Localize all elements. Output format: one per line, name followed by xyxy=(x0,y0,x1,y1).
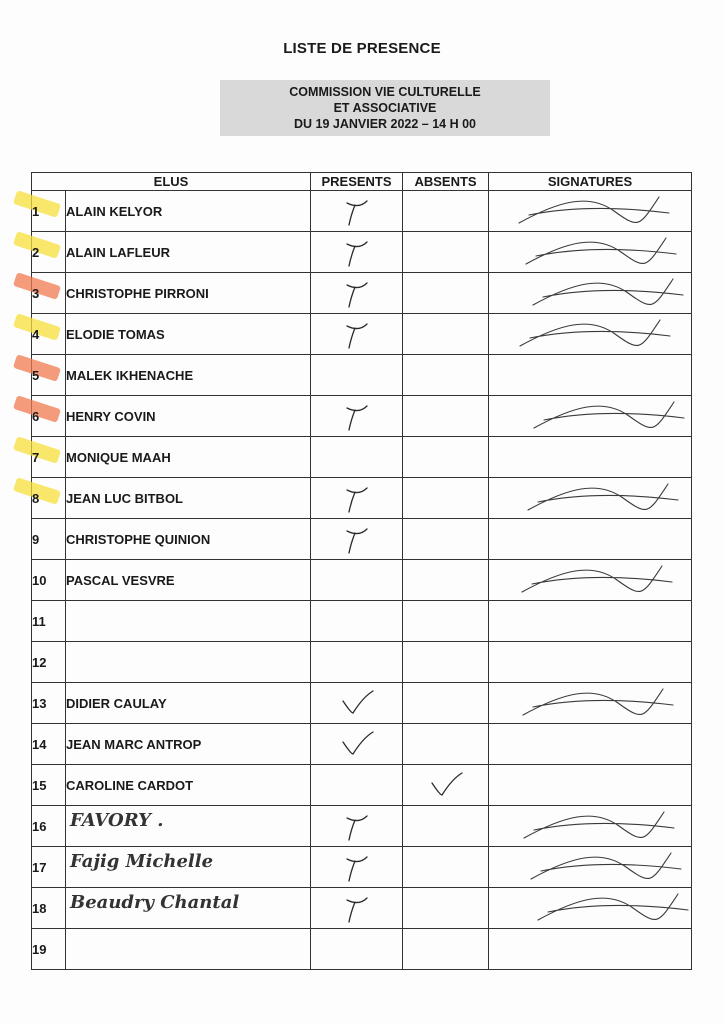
present-cell xyxy=(311,601,403,642)
column-header-absents: ABSENTS xyxy=(403,173,489,191)
table-row xyxy=(32,437,692,478)
signature-cell xyxy=(489,314,692,355)
absent-cell xyxy=(403,642,489,683)
row-number: 15 xyxy=(32,777,47,793)
signature-cell xyxy=(489,642,692,683)
absent-cell xyxy=(403,683,489,724)
row-number: 16 xyxy=(32,818,47,834)
row-number-cell xyxy=(32,355,66,396)
row-number: 12 xyxy=(32,654,47,670)
table-row xyxy=(32,847,692,888)
table-row xyxy=(32,724,692,765)
column-header-signatures: SIGNATURES xyxy=(489,173,692,191)
handwritten-name: FAVORY . xyxy=(70,810,164,831)
page-title: LISTE DE PRESENCE xyxy=(283,40,441,57)
row-number: 18 xyxy=(32,900,47,916)
row-number-cell xyxy=(32,478,66,519)
absent-cell xyxy=(403,888,489,929)
row-number-cell xyxy=(32,314,66,355)
signature-cell xyxy=(489,847,692,888)
present-cell xyxy=(311,232,403,273)
row-number: 14 xyxy=(32,736,47,752)
absent-cell xyxy=(403,437,489,478)
table-row xyxy=(32,683,692,724)
absent-cell xyxy=(403,273,489,314)
row-number-cell xyxy=(32,642,66,683)
elu-name: ELODIE TOMAS xyxy=(66,314,311,355)
absent-cell xyxy=(403,847,489,888)
table-row xyxy=(32,519,692,560)
elu-name xyxy=(66,806,311,847)
header-line-1: COMMISSION VIE CULTURELLE xyxy=(289,85,481,99)
row-number-cell xyxy=(32,560,66,601)
table-row xyxy=(32,888,692,929)
absent-cell xyxy=(403,355,489,396)
signature-cell xyxy=(489,888,692,929)
signature-cell xyxy=(489,724,692,765)
row-number-cell xyxy=(32,847,66,888)
table-row xyxy=(32,478,692,519)
handwritten-name: Fajig Michelle xyxy=(70,851,214,872)
row-number-cell xyxy=(32,765,66,806)
present-cell xyxy=(311,929,403,970)
table-row xyxy=(32,273,692,314)
row-number: 11 xyxy=(32,613,46,629)
row-number: 4 xyxy=(32,326,40,342)
row-number: 8 xyxy=(32,490,40,506)
row-number-cell xyxy=(32,191,66,232)
row-number: 1 xyxy=(32,203,40,219)
present-cell xyxy=(311,396,403,437)
table-row xyxy=(32,232,692,273)
present-cell xyxy=(311,478,403,519)
present-cell xyxy=(311,683,403,724)
elu-name: MONIQUE MAAH xyxy=(66,437,311,478)
present-cell xyxy=(311,355,403,396)
table-row xyxy=(32,355,692,396)
absent-cell xyxy=(403,314,489,355)
table-header-row xyxy=(32,173,692,191)
attendance-table xyxy=(31,172,692,970)
row-number-cell xyxy=(32,232,66,273)
row-number: 17 xyxy=(32,859,47,875)
elu-name: PASCAL VESVRE xyxy=(66,560,311,601)
absent-cell xyxy=(403,191,489,232)
meeting-header xyxy=(220,80,550,136)
row-number-cell xyxy=(32,683,66,724)
row-number-cell xyxy=(32,601,66,642)
row-number-cell xyxy=(32,437,66,478)
handwritten-name: Beaudry Chantal xyxy=(70,892,240,913)
row-number: 5 xyxy=(32,367,40,383)
absent-cell xyxy=(403,560,489,601)
signature-cell xyxy=(489,560,692,601)
signature-cell xyxy=(489,929,692,970)
elu-name: MALEK IKHENACHE xyxy=(66,355,311,396)
signature-cell xyxy=(489,437,692,478)
elu-name xyxy=(66,929,311,970)
elu-name xyxy=(66,642,311,683)
absent-cell xyxy=(403,806,489,847)
elu-name xyxy=(66,847,311,888)
table-row xyxy=(32,642,692,683)
signature-cell xyxy=(489,478,692,519)
table-row xyxy=(32,191,692,232)
elu-name: ALAIN LAFLEUR xyxy=(66,232,311,273)
elu-name xyxy=(66,601,311,642)
elu-name: JEAN LUC BITBOL xyxy=(66,478,311,519)
elu-name: ALAIN KELYOR xyxy=(66,191,311,232)
table-row xyxy=(32,929,692,970)
present-cell xyxy=(311,437,403,478)
elu-name xyxy=(66,888,311,929)
signature-cell xyxy=(489,273,692,314)
table-row xyxy=(32,560,692,601)
table-row xyxy=(32,601,692,642)
row-number-cell xyxy=(32,396,66,437)
absent-cell xyxy=(403,519,489,560)
header-line-3: DU 19 JANVIER 2022 – 14 H 00 xyxy=(293,117,477,131)
present-cell xyxy=(311,642,403,683)
signature-cell xyxy=(489,683,692,724)
table-row xyxy=(32,806,692,847)
signature-cell xyxy=(489,601,692,642)
row-number: 9 xyxy=(32,531,40,547)
column-header-presents: PRESENTS xyxy=(311,173,403,191)
elu-name: CAROLINE CARDOT xyxy=(66,765,311,806)
present-cell xyxy=(311,560,403,601)
signature-cell xyxy=(489,519,692,560)
row-number: 10 xyxy=(32,572,47,588)
elu-name: DIDIER CAULAY xyxy=(66,683,311,724)
present-cell xyxy=(311,847,403,888)
present-cell xyxy=(311,519,403,560)
signature-cell xyxy=(489,396,692,437)
row-number: 3 xyxy=(32,285,40,301)
column-header-elus: ELUS xyxy=(32,173,311,191)
signature-cell xyxy=(489,355,692,396)
elu-name: HENRY COVIN xyxy=(66,396,311,437)
table-row xyxy=(32,314,692,355)
row-number-cell xyxy=(32,519,66,560)
absent-cell xyxy=(403,929,489,970)
signature-cell xyxy=(489,191,692,232)
signature-cell xyxy=(489,806,692,847)
row-number: 6 xyxy=(32,408,40,424)
row-number-cell xyxy=(32,806,66,847)
row-number: 13 xyxy=(32,695,47,711)
present-cell xyxy=(311,765,403,806)
row-number-cell xyxy=(32,888,66,929)
absent-cell xyxy=(403,396,489,437)
elu-name: CHRISTOPHE PIRRONI xyxy=(66,273,311,314)
absent-cell xyxy=(403,232,489,273)
row-number: 7 xyxy=(32,449,40,465)
signature-cell xyxy=(489,765,692,806)
header-line-2: ET ASSOCIATIVE xyxy=(333,101,437,115)
table-row xyxy=(32,765,692,806)
row-number-cell xyxy=(32,273,66,314)
elu-name: JEAN MARC ANTROP xyxy=(66,724,311,765)
present-cell xyxy=(311,724,403,765)
row-number: 19 xyxy=(32,941,47,957)
present-cell xyxy=(311,191,403,232)
signature-cell xyxy=(489,232,692,273)
absent-cell xyxy=(403,478,489,519)
row-number-cell xyxy=(32,724,66,765)
row-number: 2 xyxy=(32,244,40,260)
absent-cell xyxy=(403,601,489,642)
elu-name: CHRISTOPHE QUINION xyxy=(66,519,311,560)
absent-cell xyxy=(403,724,489,765)
present-cell xyxy=(311,314,403,355)
row-number-cell xyxy=(32,929,66,970)
absent-cell xyxy=(403,765,489,806)
present-cell xyxy=(311,806,403,847)
present-cell xyxy=(311,888,403,929)
present-cell xyxy=(311,273,403,314)
table-row xyxy=(32,396,692,437)
